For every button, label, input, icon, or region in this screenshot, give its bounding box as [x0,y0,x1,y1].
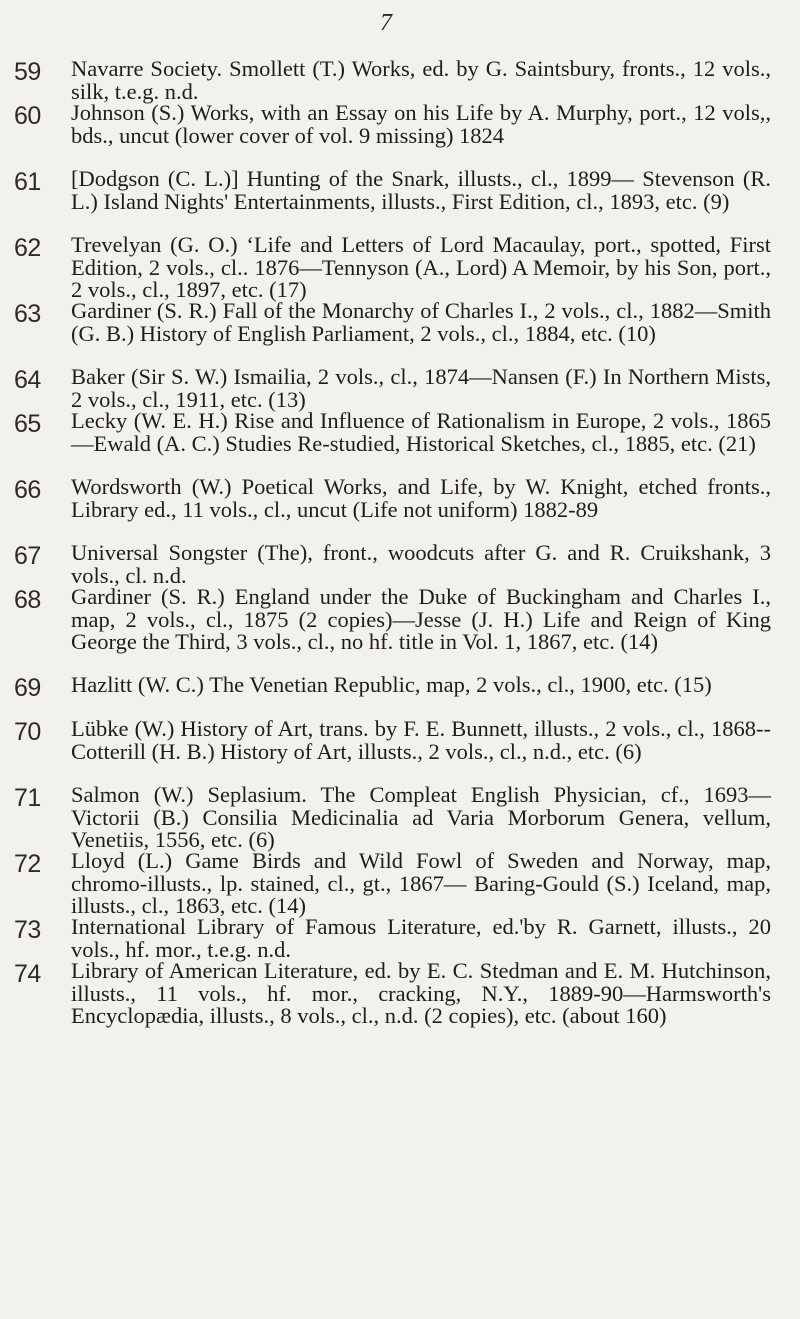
lot-description: [Dodgson (C. L.)] Hunting of the Snark, illusts., cl., 1899— Stevenson (R. L.) Island Nights' Entertainments, illusts., First Edition, cl., 1893, etc. (9) [71,166,771,214]
lot-number: 59 [14,58,41,86]
lot-number: 62 [14,234,41,262]
lot-number: 67 [14,542,41,570]
lot-number: 65 [14,410,41,438]
lot-number: 61 [14,168,41,196]
lot-number: 66 [14,476,41,504]
lot-number: 64 [14,366,41,394]
lot-description: Navarre Society. Smollett (T.) Works, ed. by G. Saintsbury, fronts., 12 vols., silk, t.e.g. n.d. [71,56,771,104]
lot-number: 69 [14,674,41,702]
lot-description: Baker (Sir S. W.) Ismailia, 2 vols., cl., 1874—Nansen (F.) In Northern Mists, 2 vols., cl., 1911, etc. (13) [71,364,771,412]
lot-number: 72 [14,850,41,878]
lot-description: Salmon (W.) Seplasium. The Compleat English Physician, cf., 1693—Victorii (B.) Consilia Medicinalia ad Varia Morborum Genera, vellum, Venetiis, 1556, etc. (6) [71,782,771,852]
lot-description: Hazlitt (W. C.) The Venetian Republic, map, 2 vols., cl., 1900, etc. (15) [71,672,712,697]
lot-description: Gardiner (S. R.) Fall of the Monarchy of Charles I., 2 vols., cl., 1882—Smith (G. B.) History of English Parliament, 2 vols., cl., 1884, etc. (10) [71,298,771,346]
lot-description: Gardiner (S. R.) England under the Duke of Buckingham and Charles I., map, 2 vols., cl., 1875 (2 copies)—Jesse (J. H.) Life and Reign of King George the Third, 3 vols., cl., no hf. title in Vol. 1, 1867, etc. (14) [71,584,771,654]
lot-description: Wordsworth (W.) Poetical Works, and Life, by W. Knight, etched fronts., Library ed., 11 vols., cl., uncut (Life not uniform) 1882-89 [71,474,771,522]
lot-number: 70 [14,718,41,746]
lot-description: Johnson (S.) Works, with an Essay on his Life by A. Murphy, port., 12 vols,, bds., uncut (lower cover of vol. 9 missing) 1824 [71,100,771,148]
lot-number: 71 [14,784,41,812]
page-number: 7 [380,10,392,36]
lot-number: 60 [14,102,41,130]
lot-description: Universal Songster (The), front., woodcuts after G. and R. Cruikshank, 3 vols., cl. n.d. [71,540,771,588]
lot-description: Trevelyan (G. O.) ‘Life and Letters of Lord Macaulay, port., spotted, First Edition, 2 vols., cl.. 1876—Tennyson (A., Lord) A Memoir, by his Son, port., 2 vols., cl., 1897, etc. (17) [71,232,771,302]
lot-description: Lloyd (L.) Game Birds and Wild Fowl of Sweden and Norway, map, chromo-illusts., lp. stained, cl., gt., 1867— Baring-Gould (S.) Iceland, map, illusts., cl., 1863, etc. (14) [71,848,771,918]
lot-number: 73 [14,916,41,944]
lot-description: Library of American Literature, ed. by E. C. Stedman and E. M. Hutchinson, illusts., 11 vols., hf. mor., cracking, N.Y., 1889-90—Harmsworth's Encyclopædia, illusts., 8 vols., cl., n.d. (2 copies), etc. (about 160) [71,958,771,1028]
lot-number: 74 [14,960,41,988]
lot-description: Lecky (W. E. H.) Rise and Influence of Rationalism in Europe, 2 vols., 1865—Ewald (A. C.) Studies Re-studied, Historical Sketches, cl., 1885, etc. (21) [71,408,771,456]
lot-number: 63 [14,300,41,328]
lot-description: Lübke (W.) History of Art, trans. by F. E. Bunnett, illusts., 2 vols., cl., 1868--Cotterill (H. B.) History of Art, illusts., 2 vols., cl., n.d., etc. (6) [71,716,771,764]
lot-number: 68 [14,586,41,614]
lot-description: International Library of Famous Literature, ed.'by R. Garnett, illusts., 20 vols., hf. mor., t.e.g. n.d. [71,914,771,962]
